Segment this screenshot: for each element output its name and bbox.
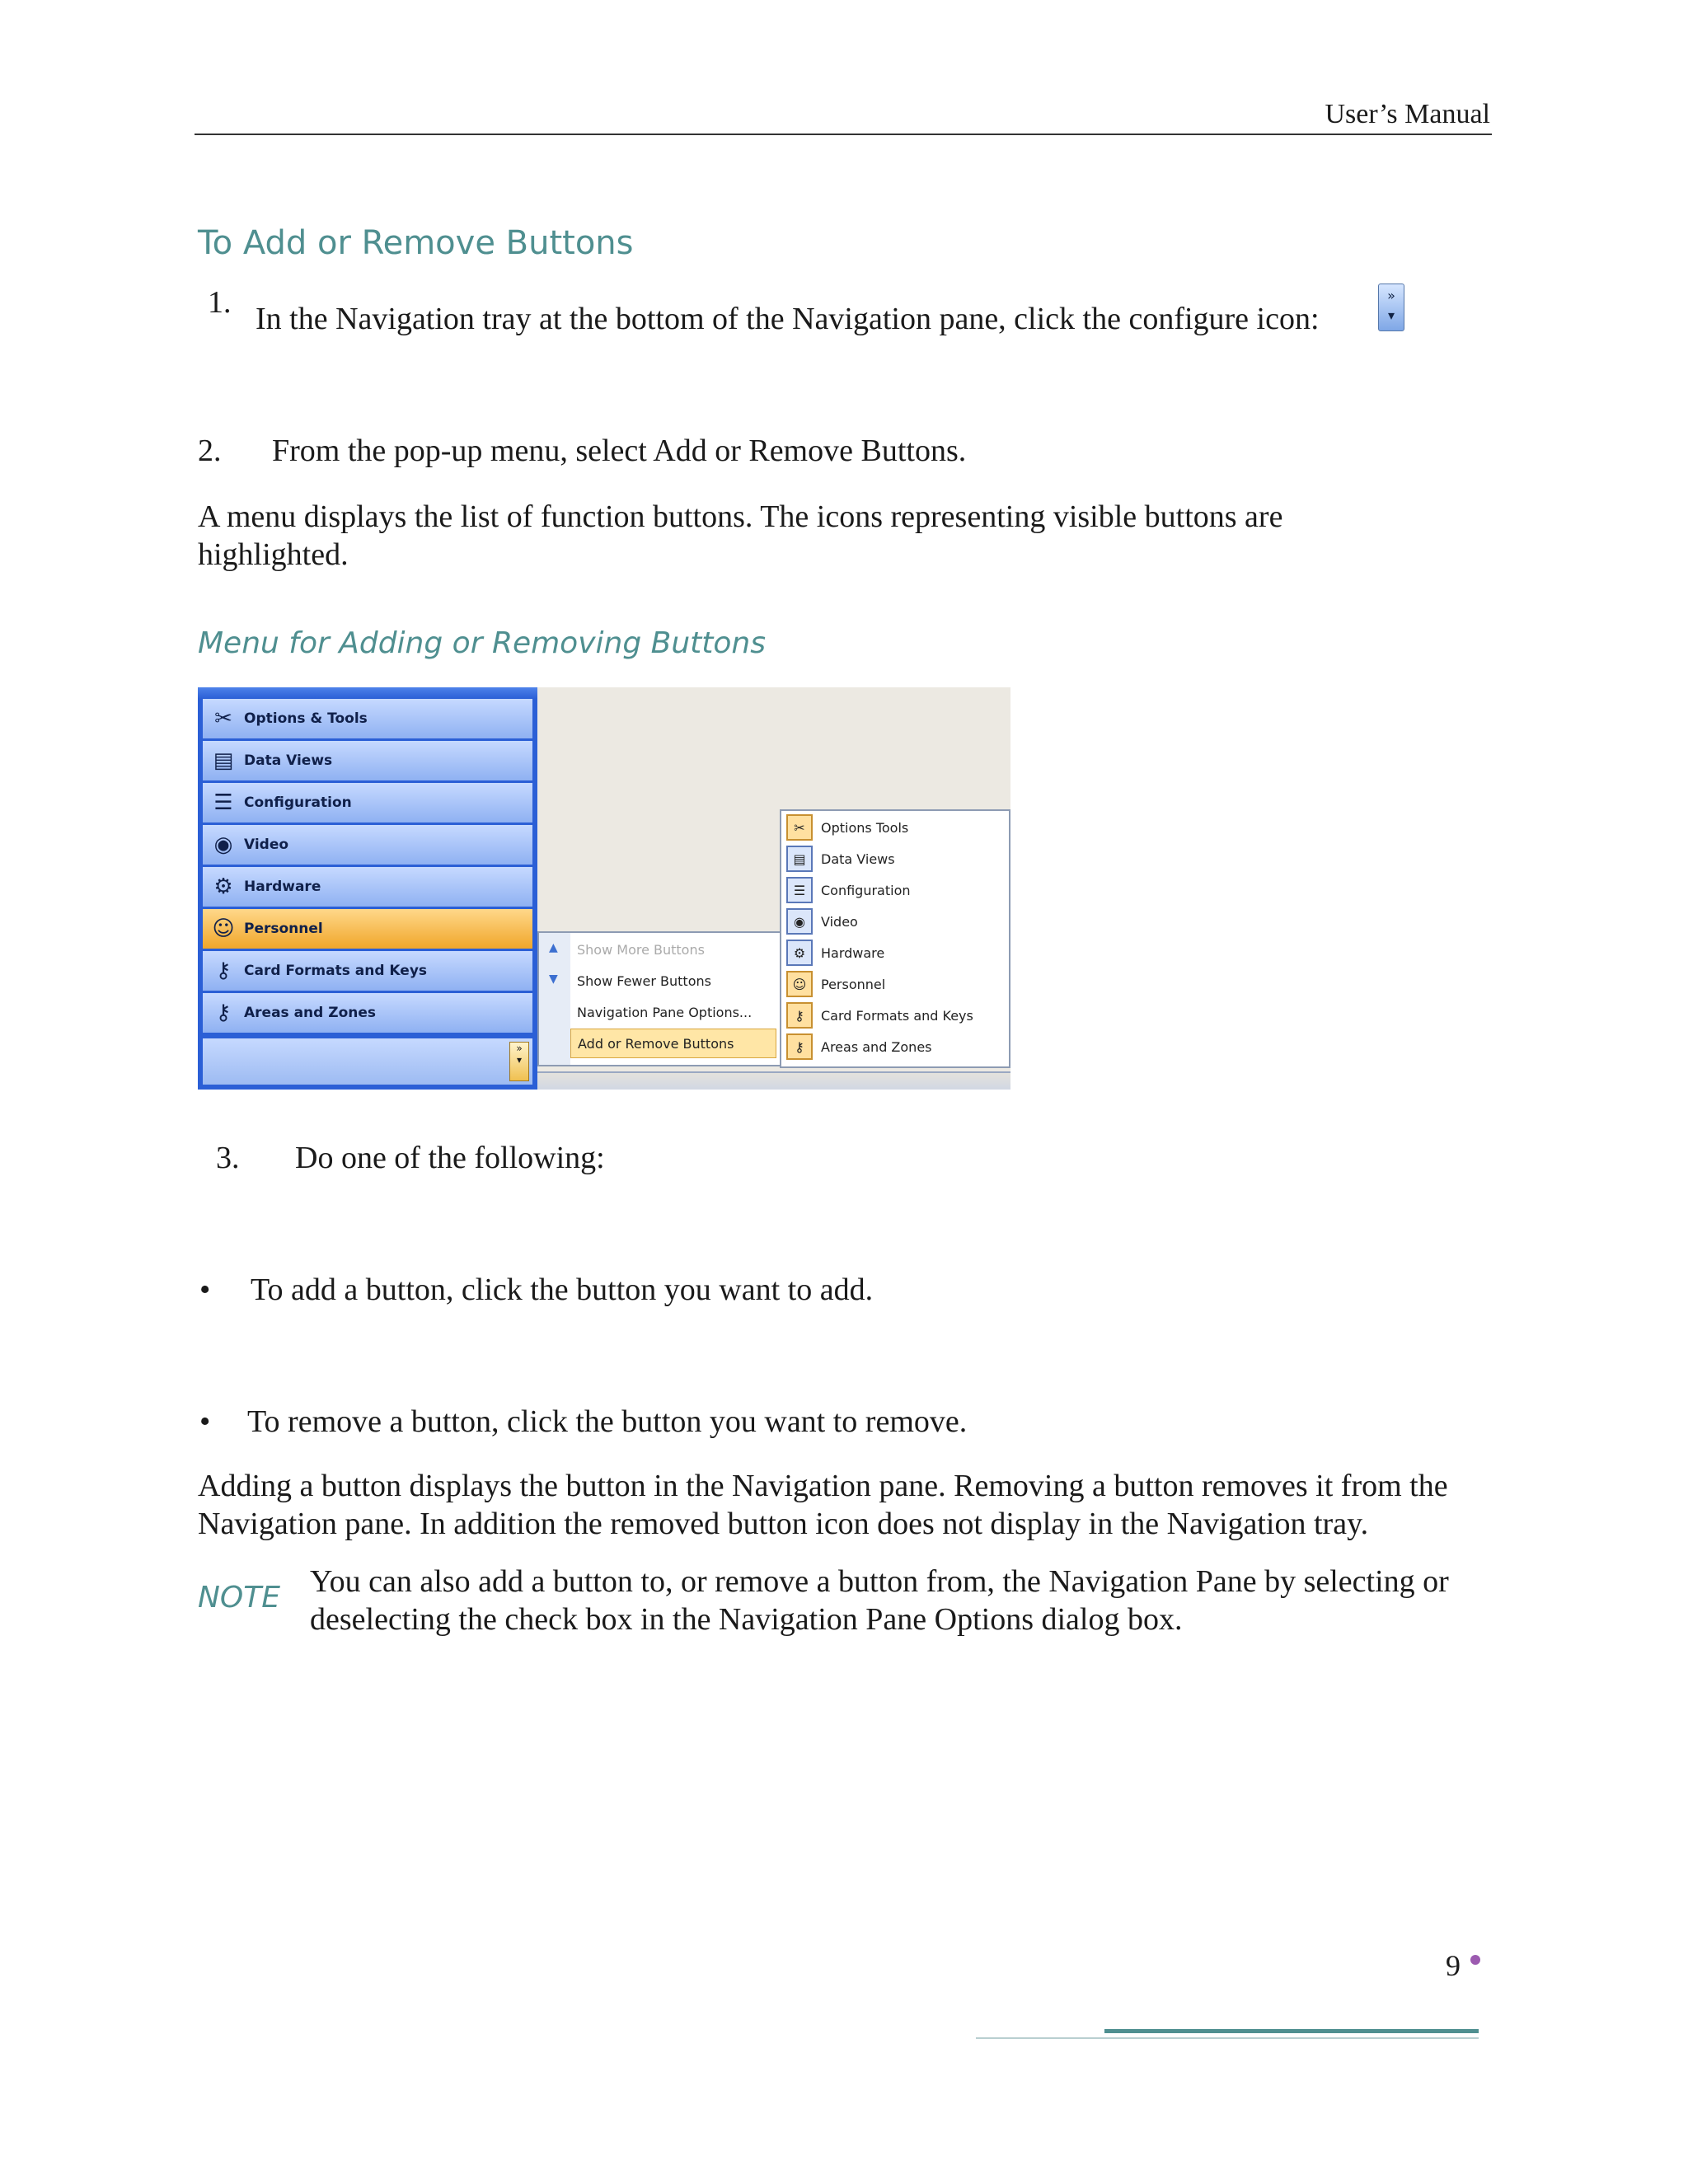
page-dot-icon (1470, 1955, 1480, 1965)
submenu-item-configuration[interactable] (786, 875, 1004, 905)
nav-button-options-tools[interactable] (203, 699, 532, 741)
bullet-marker: • (199, 1272, 211, 1307)
nav-button-label: Configuration (244, 794, 352, 811)
section-title: To Add or Remove Buttons (198, 224, 634, 262)
step-2-text: From the pop-up menu, select Add or Remove Buttons. (272, 434, 967, 468)
tools-icon: ✂ (786, 814, 813, 841)
configuration-icon: ☰ (786, 877, 813, 903)
configure-icon[interactable]: » ▾ (509, 1042, 529, 1081)
key-icon: ⚷ (215, 1001, 232, 1025)
note-label: NOTE (198, 1581, 281, 1615)
header-rule (195, 134, 1492, 135)
submenu-item-label: Video (821, 913, 858, 930)
submenu-item-label: Areas and Zones (821, 1038, 932, 1055)
hardware-icon: ⚙ (213, 874, 233, 899)
key-icon: ⚷ (786, 1002, 813, 1029)
running-header: User’s Manual (1325, 99, 1490, 129)
submenu-item-label: Card Formats and Keys (821, 1007, 973, 1024)
nav-button-label: Card Formats and Keys (244, 963, 428, 979)
footer-rule (1104, 2029, 1479, 2033)
nav-button-label: Hardware (244, 879, 321, 895)
page-number: 9 (1446, 1949, 1461, 1982)
menu-item-navigation-pane-options[interactable]: Navigation Pane Options... (577, 1004, 753, 1020)
screenshot-figure (198, 687, 1010, 1090)
navigation-pane (198, 687, 537, 1090)
nav-button-label: Data Views (244, 752, 333, 769)
menu-item-show-more-buttons[interactable]: Show More Buttons (577, 941, 705, 958)
data-views-icon: ▤ (213, 748, 234, 773)
personnel-icon: ☺ (212, 916, 235, 941)
nav-button-hardware[interactable] (203, 867, 532, 909)
submenu-item-hardware[interactable] (786, 938, 1004, 968)
key-icon: ⚷ (215, 958, 232, 983)
paragraph-menu-description: A menu displays the list of function buttons. The icons representing visible buttons are highlighted. (198, 499, 1283, 572)
navigation-tray (203, 1038, 532, 1085)
nav-button-areas-zones[interactable] (203, 993, 532, 1035)
step-3-number: 3. (216, 1141, 240, 1175)
submenu-item-card-formats-keys[interactable] (786, 1001, 1004, 1030)
note-text: You can also add a button to, or remove a button from, the Navigation Pane by selecting or deselecting the check box in the Navigation Pane Options dialog box. (310, 1564, 1449, 1637)
hardware-icon: ⚙ (786, 940, 813, 966)
arrow-down-icon: ▼ (549, 972, 558, 986)
submenu-item-video[interactable] (786, 907, 1004, 936)
bullet-marker: • (199, 1404, 211, 1439)
submenu-item-label: Hardware (821, 944, 885, 961)
nav-button-label: Areas and Zones (244, 1005, 376, 1021)
video-icon: ◉ (213, 832, 233, 857)
data-views-icon: ▤ (786, 846, 813, 872)
submenu-item-label: Options Tools (821, 819, 909, 836)
step-2-number: 2. (198, 434, 222, 468)
configure-popup-menu (537, 931, 781, 1066)
submenu-item-label: Data Views (821, 851, 895, 867)
arrow-up-icon: ▲ (549, 941, 558, 954)
pane-grip[interactable] (198, 687, 537, 699)
nav-button-card-formats-keys[interactable] (203, 951, 532, 993)
menu-item-add-remove-buttons[interactable]: Add or Remove Buttons (570, 1029, 776, 1058)
nav-button-configuration[interactable] (203, 783, 532, 825)
add-remove-buttons-submenu (780, 809, 1010, 1068)
step-1-number: 1. (208, 285, 232, 320)
configure-icon: » ▾ (1378, 284, 1404, 331)
submenu-item-options-tools[interactable] (786, 813, 1004, 842)
submenu-item-personnel[interactable] (786, 969, 1004, 999)
personnel-icon: ☺ (786, 971, 813, 997)
step-1-text (256, 300, 1320, 338)
key-icon: ⚷ (786, 1033, 813, 1060)
nav-button-data-views[interactable] (203, 741, 532, 783)
submenu-item-data-views[interactable] (786, 844, 1004, 874)
configuration-icon: ☰ (213, 790, 233, 815)
tools-icon: ✂ (214, 706, 232, 731)
paragraph-add-remove-effect: Adding a button displays the button in the Navigation pane. Removing a button removes it from the Navigation pane. In addition the removed button icon does not display in the Navigation tray. (198, 1469, 1448, 1541)
status-strip (537, 1071, 1010, 1090)
figure-caption: Menu for Adding or Removing Buttons (198, 626, 766, 660)
bullet-add-button: To add a button, click the button you want to add. (251, 1272, 874, 1307)
nav-button-video[interactable] (203, 825, 532, 867)
footer-rule-thin (976, 2037, 1479, 2039)
submenu-item-areas-zones[interactable] (786, 1032, 1004, 1062)
nav-button-label: Video (244, 837, 289, 853)
step-1-label: In the Navigation tray at the bottom of the Navigation pane, click the configure icon: (256, 302, 1320, 336)
nav-button-label: Options & Tools (244, 710, 368, 727)
nav-button-personnel[interactable] (203, 909, 532, 951)
video-icon: ◉ (786, 908, 813, 935)
bullet-remove-button: To remove a button, click the button you want to remove. (247, 1404, 968, 1439)
step-3-text: Do one of the following: (295, 1141, 605, 1175)
nav-button-label: Personnel (244, 921, 323, 937)
menu-item-show-fewer-buttons[interactable]: Show Fewer Buttons (577, 972, 711, 989)
submenu-item-label: Configuration (821, 882, 911, 898)
submenu-item-label: Personnel (821, 976, 886, 992)
